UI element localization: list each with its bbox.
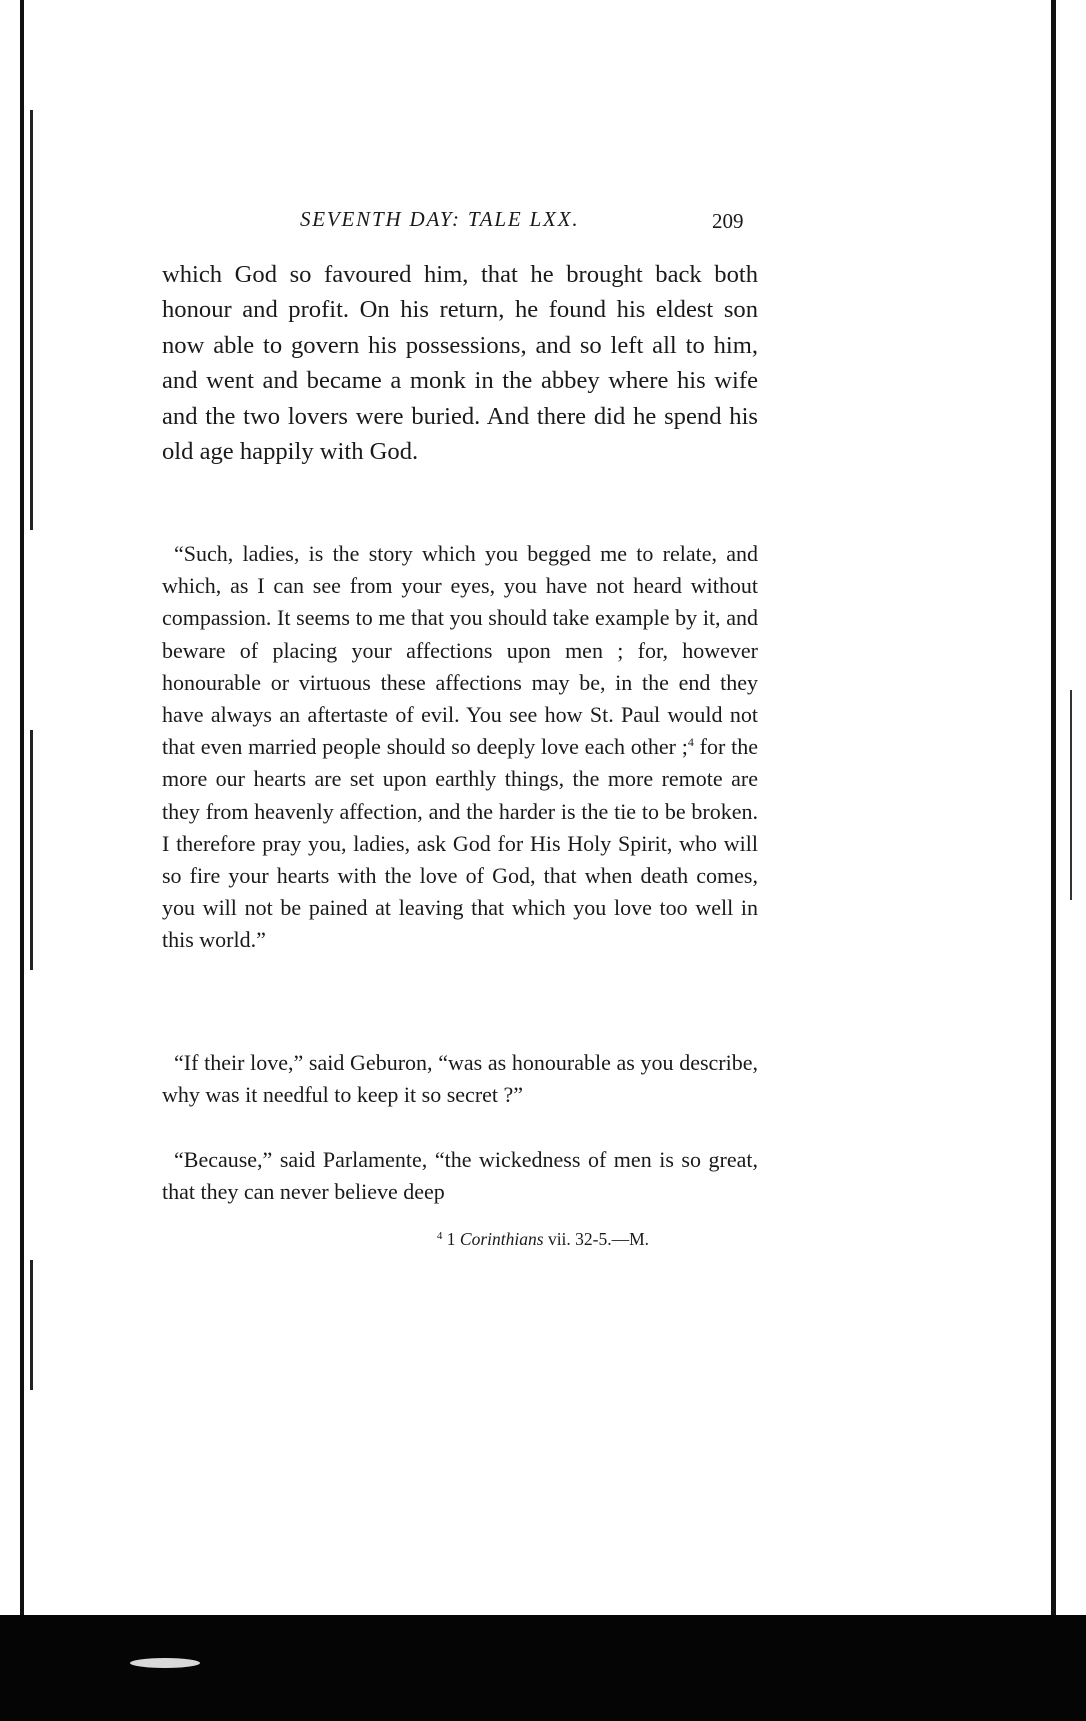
footnote-reference-text: vii. 32-5.—M.: [547, 1229, 650, 1249]
scan-bottom-smudge: [130, 1658, 200, 1668]
scan-left-edge-fragment: [30, 1260, 33, 1390]
paragraph-text: “If their love,” said Geburon, “was as honourable as you describe, why was it needful to keep it so secret ?”: [162, 1050, 758, 1108]
page-number: 209: [712, 209, 744, 233]
paragraph: [162, 1144, 758, 1208]
footnote-book-number: 1: [446, 1229, 456, 1249]
scan-right-edge-line: [1070, 690, 1072, 900]
scan-left-edge-fragment: [30, 730, 33, 970]
paragraph-text: “Such, ladies, is the story which you begged me to relate, and which, as I can see from your eyes, you have not heard without compassion. It seems to me that you should take example by it, and beware of placing your affections upon men ; for, however honourable or virtuous these affections may be, in the end they have always an aftertaste of evil. You see how St. Paul would not that even married people should so deeply love each other ;: [162, 541, 758, 760]
scan-left-edge-fragment: [30, 110, 33, 530]
scan-left-edge: [20, 0, 24, 1721]
paragraph: [162, 1047, 758, 1111]
footnote-citation: Corinthians: [459, 1229, 544, 1249]
footnote: [0, 1229, 1086, 1250]
footnote-mark: 4: [436, 1230, 443, 1242]
scan-bottom-band: [0, 1615, 1086, 1721]
paragraph-text: “Because,” said Parlamente, “the wickedness of men is so great, that they can never believe deep: [162, 1147, 758, 1205]
running-title: SEVENTH DAY: TALE LXX.: [300, 207, 580, 231]
paragraph: [162, 257, 758, 469]
paragraph: [162, 538, 758, 957]
scan-right-edge: [1051, 0, 1056, 1721]
paragraph-text: for the more our hearts are set upon earthly things, the more remote are they from heavenly affection, and the harder is the tie to be broken. I therefore pray you, ladies, ask God for His Holy Spirit, who will so fire your hearts with the love of God, that when death comes, you will not be pained at leaving that which you love too well in this world.”: [162, 734, 758, 953]
footnote-reference: 4: [687, 735, 694, 750]
running-head: [0, 207, 1086, 237]
paragraph-text: which God so favoured him, that he brought back both honour and profit. On his return, he found his eldest son now able to govern his possessions, and so left all to him, and went and became a monk in the abbey where his wife and the two lovers were buried. And there did he spend his old age happily with God.: [162, 261, 758, 466]
